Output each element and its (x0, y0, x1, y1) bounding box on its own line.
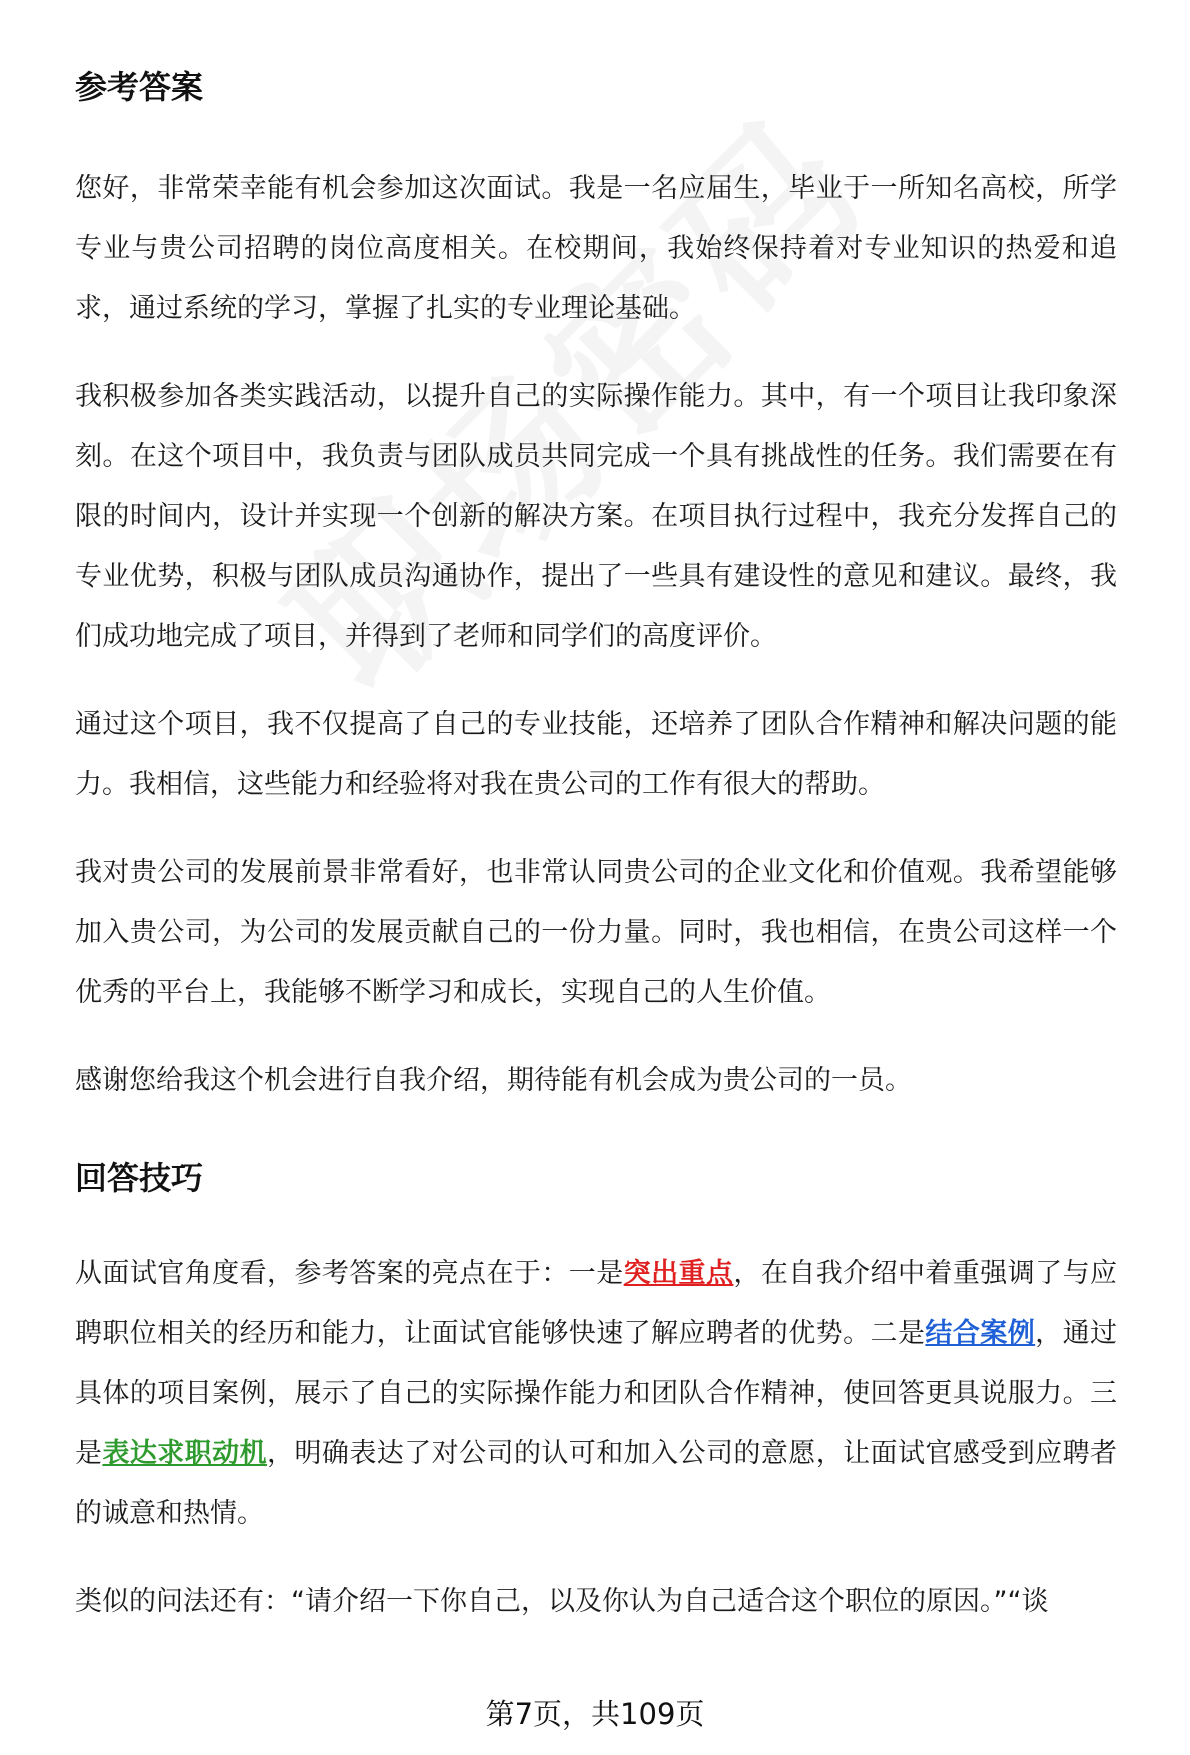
tips-paragraph-2: 类似的问法还有：“请介绍一下你自己，以及你认为自己适合这个职位的原因。”“谈 (75, 1586, 1049, 1618)
page-content (75, 62, 1117, 1632)
tips-text-4: ，明确表达了对公司的认可和加入公司的意愿，让面试官感受到应聘者的诚意和热情。 (75, 1438, 1118, 1530)
page-number: 第7页，共109页 (485, 1697, 705, 1731)
section-title-answer: 参考答案 (75, 68, 204, 106)
tips-paragraph-1 (75, 1244, 1117, 1544)
tips-text-3: ，通过具体的项目案例，展示了自己的实际操作能力和团队合作精神，使回答更具说服力。三是 (75, 1318, 1118, 1470)
section-title-tips: 回答技巧 (75, 1159, 204, 1198)
highlight-case-examples: 结合案例 (925, 1318, 1036, 1350)
highlight-key-points: 突出重点 (623, 1258, 734, 1290)
answer-paragraph-3: 通过这个项目，我不仅提高了自己的专业技能，还培养了团队合作精神和解决问题的能力。我相信，这些能力和经验将对我在贵公司的工作有很大的帮助。 (75, 709, 1117, 801)
answer-paragraph-5: 感谢您给我这个机会进行自我介绍，期待能有机会成为贵公司的一员。 (75, 1065, 912, 1097)
answer-paragraph-2: 我积极参加各类实践活动，以提升自己的实际操作能力。其中，有一个项目让我印象深刻。在这个项目中，我负责与团队成员共同完成一个具有挑战性的任务。我们需要在有限的时间内，设计并实现一个创新的解决方案。在项目执行过程中，我充分发挥自己的专业优势，积极与团队成员沟通协作，提出了一些具有建设性的意见和建议。最终，我们成功地完成了项目，并得到了老师和同学们的高度评价。 (75, 381, 1117, 653)
answer-paragraph-4: 我对贵公司的发展前景非常看好，也非常认同贵公司的企业文化和价值观。我希望能够加入贵公司，为公司的发展贡献自己的一份力量。同时，我也相信，在贵公司这样一个优秀的平台上，我能够不断学习和成长，实现自己的人生价值。 (75, 857, 1117, 1009)
tips-text-2: ，在自我介绍中着重强调了与应聘职位相关的经历和能力，让面试官能够快速了解应聘者的优势。二是 (75, 1258, 1118, 1350)
tips-text-1: 从面试官角度看，参考答案的亮点在于：一是 (75, 1258, 624, 1290)
answer-paragraph-1: 您好，非常荣幸能有机会参加这次面试。我是一名应届生，毕业于一所知名高校，所学专业与贵公司招聘的岗位高度相关。在校期间，我始终保持着对专业知识的热爱和追求，通过系统的学习，掌握了扎实的专业理论基础。 (75, 173, 1117, 325)
highlight-job-motivation: 表达求职动机 (102, 1438, 268, 1470)
